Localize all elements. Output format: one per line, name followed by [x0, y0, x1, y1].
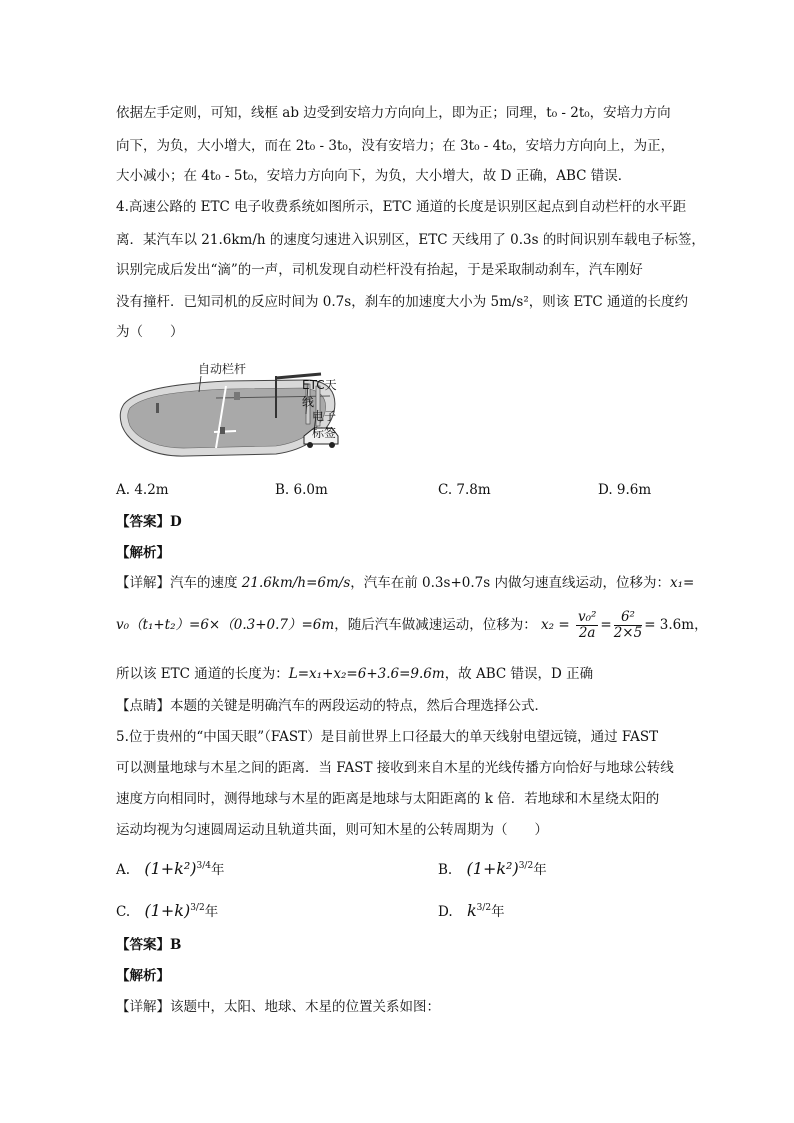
q5-stem-line-3: 速度方向相同时，测得地球与木星的距离是地球与太阳距离的 k 倍．若地球和木星绕太阳的: [116, 791, 660, 807]
q5-option-b: B. $(1+k^2)^{3/2}$年: [438, 859, 547, 878]
x1-label: x₁=: [669, 575, 695, 591]
x2-label: x₂ =: [541, 617, 570, 633]
q5-option-d: D. $k^{3/2}$年: [438, 901, 505, 920]
q4-option-a: A. 4.2m: [116, 482, 169, 498]
figure-label-antenna: ETC天线: [302, 378, 337, 409]
fraction-6-squared-over-10: $\frac{\text{6²}}{2\times 5}$: [613, 609, 643, 641]
figure-label-barrier: 自动栏杆: [198, 362, 247, 376]
q4-answer: 【答案】D: [116, 514, 182, 530]
fraction-v0-squared-over-2a: $\frac{\text{v₀²}}{2a}$: [577, 609, 597, 641]
q4-option-d: D. 9.6m: [598, 482, 652, 498]
q3-text-line-2: 向下，为负，大小增大，而在 2t₀ - 3t₀，没有安培力；在 3t₀ - 4t₀，安培力方向向上，为正，: [116, 138, 675, 154]
x2-result: = 3.6m，: [644, 617, 708, 633]
q5-stem-line-2: 可以测量地球与木星之间的距离．当 FAST 接收到来自木星的光线传播方向恰好与地球公转线: [116, 760, 674, 776]
q5-option-a: A. $(1+k^2)^{3/4}$年: [116, 859, 225, 878]
etc-figure: [116, 356, 346, 461]
q3-text-line-1: 依据左手定则，可知，线框 ab 边受到安培力方向向上，即为正；同理，t₀ - 2t₀，安培力方向: [116, 105, 671, 121]
q3-text-line-3: 大小减小；在 4t₀ - 5t₀，安培力方向向下，为负，大小增大，故 D 正确，ABC 错误．: [116, 168, 632, 184]
detail-text: ，故 ABC 错误，D 正确: [444, 666, 594, 682]
q4-detail-line-3: [116, 664, 593, 684]
q5-stem-line-1: 5.位于贵州的“中国天眼”（FAST）是目前世界上口径最大的单天线射电望远镜，通过 FAST: [116, 729, 659, 745]
q4-option-c: C. 7.8m: [438, 482, 491, 498]
q4-comment: 【点睛】本题的关键是明确汽车的两段运动的特点，然后合理选择公式．: [116, 698, 548, 714]
q5-stem-line-4: 运动均视为匀速圆周运动且轨道共面，则可知木星的公转周期为（ ）: [116, 822, 548, 838]
detail-text: ，汽车在前 0.3s+0.7s 内做匀速直线运动，位移为：: [350, 575, 670, 591]
figure-label-tag: 电子标签: [312, 409, 337, 440]
q5-analysis-heading: 【解析】: [116, 968, 170, 984]
detail-prefix: 【详解】汽车的速度: [116, 575, 242, 591]
q4-detail-line-1: [116, 573, 694, 593]
detail-text: ，随后汽车做减速运动，位移为：: [334, 617, 537, 633]
q4-stem-line-3: 识别完成后发出“滴”的一声，司机发现自动栏杆没有抬起，于是采取制动刹车，汽车刚好: [116, 262, 643, 278]
q4-stem-line-2: 离．某汽车以 21.6km/h 的速度匀速进入识别区，ETC 天线用了 0.3s 的时间识别车载电子标签，: [116, 232, 705, 248]
q5-option-c: C. $(1+k)^{3/2}$年: [116, 901, 219, 920]
q4-analysis-heading: 【解析】: [116, 545, 170, 561]
q4-option-b: B. 6.0m: [275, 482, 328, 498]
q4-stem-line-5: 为（ ）: [116, 324, 184, 340]
speed-conversion: 21.6km/h=6m/s: [241, 575, 351, 591]
detail-text: 所以该 ETC 通道的长度为：: [116, 666, 289, 682]
length-formula: L=x₁+x₂=6+3.6=9.6m: [288, 666, 445, 682]
x1-formula: v₀（t₁+t₂）=6×（0.3+0.7）=6m: [116, 617, 335, 633]
q4-stem-line-4: 没有撞杆．已知司机的反应时间为 0.7s，刹车的加速度大小为 5m/s²，则该 ETC 通道的长度约: [116, 294, 689, 310]
q5-answer: 【答案】B: [116, 937, 182, 953]
q4-stem-line-1: 4.高速公路的 ETC 电子收费系统如图所示，ETC 通道的长度是识别区起点到自动栏杆的水平距: [116, 199, 687, 215]
q5-detail: 【详解】该题中，太阳、地球、木星的位置关系如图：: [116, 999, 440, 1015]
q4-detail-line-2: v₀（t₁+t₂）=6×（0.3+0.7）=6m，随后汽车做减速运动，位移为： x₂ = $\frac{\text{v₀²}}{2a}$ = $\frac{\text{6²}}{2\times 5}$ = 3.6m，: [116, 609, 708, 641]
